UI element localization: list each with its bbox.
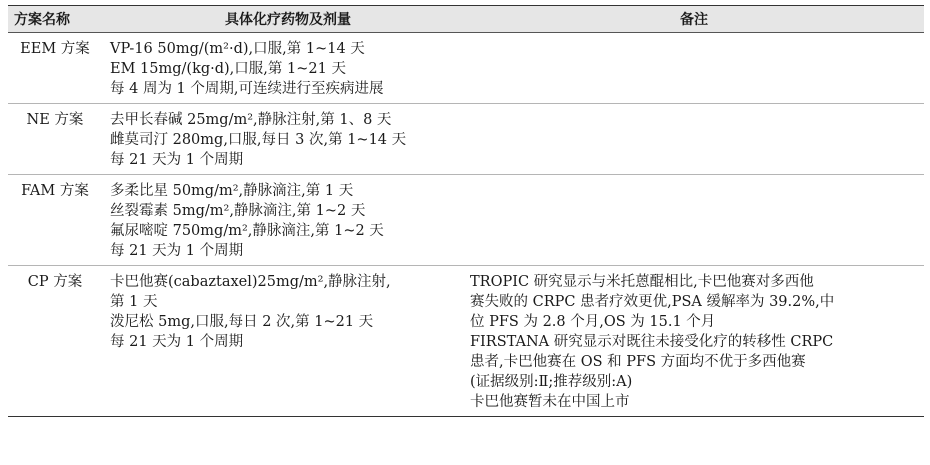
scheme-name: NE 方案 — [26, 112, 84, 128]
notes-line: 卡巴他赛暂未在中国上市 — [470, 394, 630, 410]
header-scheme-name: 方案名称 — [14, 12, 70, 28]
notes-line: (证据级别:Ⅱ;推荐级别:A) — [470, 374, 633, 390]
regimen-line: EM 15mg/(kg·d),口服,第 1~21 天 — [110, 61, 346, 77]
regimen-line: 多柔比星 50mg/m²,静脉滴注,第 1 天 — [110, 183, 354, 199]
table-row — [8, 104, 924, 175]
table-header — [8, 5, 924, 33]
notes-cell — [464, 272, 924, 412]
regimen-cell — [102, 110, 464, 170]
regimen-cell — [102, 181, 464, 261]
regimen-cell — [102, 39, 464, 99]
header-notes: 备注 — [680, 12, 708, 28]
regimen-line: 第 1 天 — [110, 294, 158, 310]
table-row — [8, 33, 924, 104]
notes-line: 赛失败的 CRPC 患者疗效更优,PSA 缓解率为 39.2%,中 — [470, 294, 835, 310]
notes-line: 患者,卡巴他赛在 OS 和 PFS 方面均不优于多西他赛 — [470, 354, 806, 370]
regimen-line: 氟尿嘧啶 750mg/m²,静脉滴注,第 1~2 天 — [110, 223, 384, 239]
regimen-line: 丝裂霉素 5mg/m²,静脉滴注,第 1~2 天 — [110, 203, 366, 219]
scheme-name: FAM 方案 — [21, 183, 89, 199]
regimen-line: 每 21 天为 1 个周期 — [110, 243, 244, 259]
scheme-name: CP 方案 — [27, 274, 83, 290]
regimen-line: 每 21 天为 1 个周期 — [110, 152, 244, 168]
regimen-line: 去甲长春碱 25mg/m²,静脉注射,第 1、8 天 — [110, 112, 392, 128]
regimen-table — [8, 5, 924, 417]
regimen-line: 每 4 周为 1 个周期,可连续进行至疾病进展 — [110, 81, 384, 97]
notes-line: TROPIC 研究显示与米托蒽醌相比,卡巴他赛对多西他 — [470, 274, 814, 290]
header-drugs-dosage: 具体化疗药物及剂量 — [225, 12, 351, 28]
regimen-cell — [102, 272, 464, 352]
regimen-line: 泼尼松 5mg,口服,每日 2 次,第 1~21 天 — [110, 314, 374, 330]
regimen-line: 每 21 天为 1 个周期 — [110, 334, 244, 350]
regimen-line: 雌莫司汀 280mg,口服,每日 3 次,第 1~14 天 — [110, 132, 407, 148]
regimen-line: VP-16 50mg/(m²·d),口服,第 1~14 天 — [110, 41, 365, 57]
table-row — [8, 175, 924, 266]
regimen-line: 卡巴他赛(cabaztaxel)25mg/m²,静脉注射, — [110, 274, 391, 290]
scheme-name: EEM 方案 — [20, 41, 90, 57]
notes-line: 位 PFS 为 2.8 个月,OS 为 15.1 个月 — [470, 314, 716, 330]
notes-line: FIRSTANA 研究显示对既往未接受化疗的转移性 CRPC — [470, 334, 834, 350]
table-row — [8, 266, 924, 417]
